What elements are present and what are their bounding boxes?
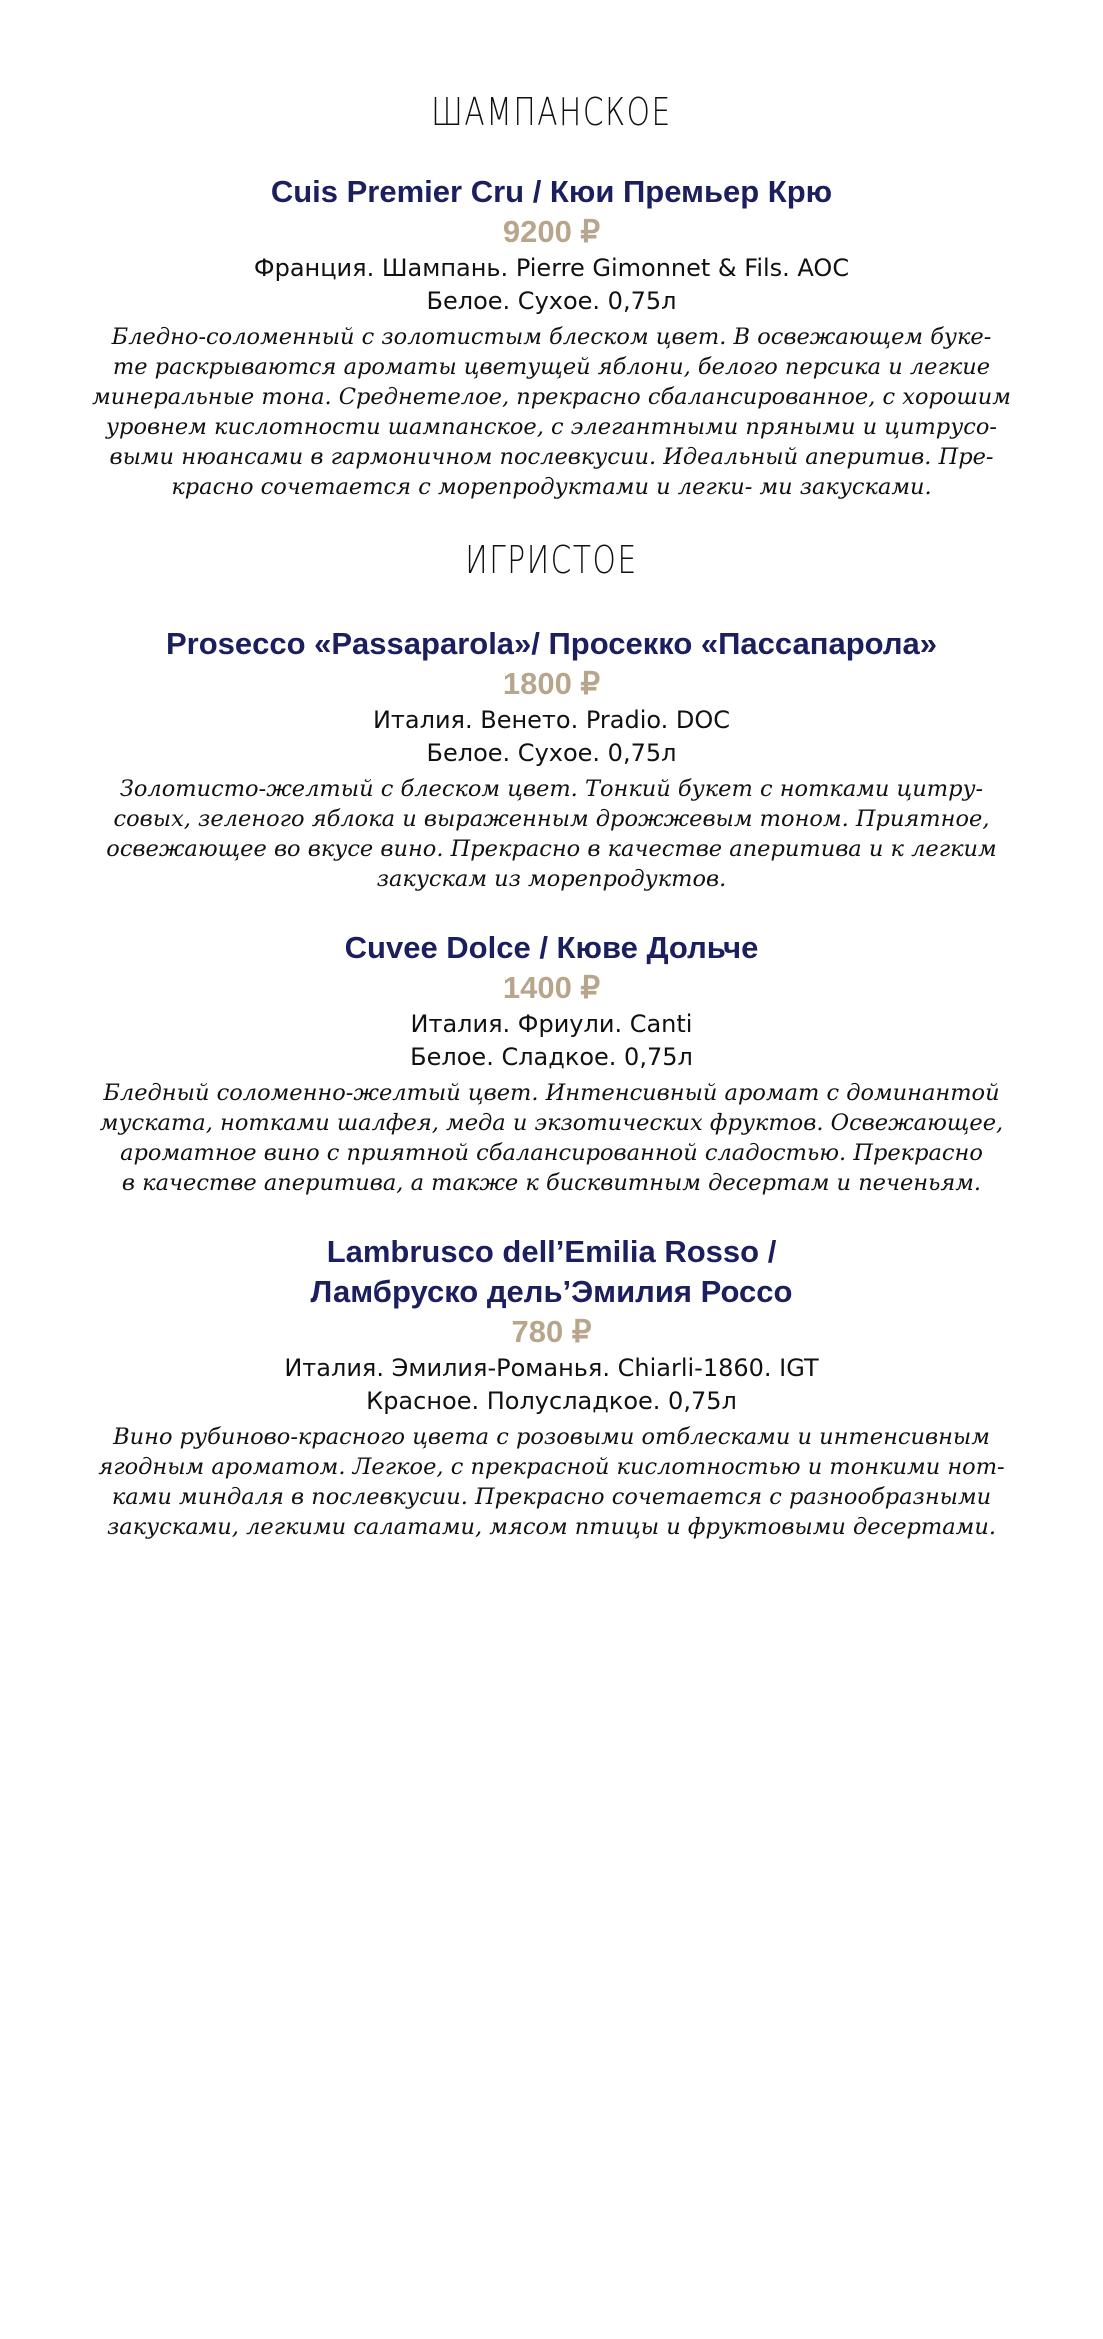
description-line: ароматное вино с приятной сбалансированной сладостью. Прекрасно — [120, 1140, 983, 1166]
wine-price: 9200 ₽ — [502, 214, 601, 249]
description-line: совых, зеленого яблока и выраженным дрожжевым тоном. Приятное, — [113, 806, 990, 832]
wine-type: Белое. Сладкое. 0,75л — [410, 1043, 693, 1071]
wine-item — [0, 172, 1103, 502]
description-line: в качестве аперитива, а также к бисквитным десертам и печеньям. — [121, 1170, 982, 1196]
wine-description — [92, 1078, 1012, 1198]
wine-name: Prosecco «Passaparola»/ Просекко «Пассапарола» — [165, 626, 938, 661]
wine-description — [92, 1422, 1012, 1542]
wine-price: 780 ₽ — [511, 1314, 592, 1349]
wine-price: 1400 ₽ — [502, 970, 601, 1005]
wine-name: Cuis Premier Cru / Кюи Премьер Крю — [270, 174, 833, 209]
description-line: муската, нотками шалфея, меда и экзотических фруктов. Освежающее, — [99, 1110, 1004, 1136]
wine-item — [0, 624, 1103, 894]
wine-type: Белое. Сухое. 0,75л — [426, 287, 677, 315]
description-line: Бледный соломенно-желтый цвет. Интенсивный аромат с доминантой — [103, 1080, 1000, 1106]
description-line: минеральные тона. Среднетелое, прекрасно сбалансированное, с хорошим — [92, 384, 1011, 410]
description-line: ягодным ароматом. Легкое, с прекрасной кислотностью и тонкими нот- — [98, 1454, 1005, 1480]
description-line: ками миндаля в послевкусии. Прекрасно сочетается с разнообразными — [111, 1484, 992, 1510]
description-line: уровнем кислотности шампанское, с элегантными пряными и цитрусо- — [105, 414, 998, 440]
description-line: те раскрываются ароматы цветущей яблони, белого персика и легкие — [112, 354, 991, 380]
description-line: закусками, легкими салатами, мясом птицы и фруктовыми десертами. — [107, 1514, 996, 1540]
wine-origin: Италия. Венето. Pradio. DOC — [372, 706, 731, 734]
wine-description — [92, 774, 1012, 894]
wine-origin: Италия. Фриули. Canti — [410, 1010, 693, 1038]
description-line: освежающее во вкусе вино. Прекрасно в качестве аперитива и к легким — [106, 836, 997, 862]
wine-item — [0, 928, 1103, 1198]
description-line: Золотисто-желтый с блеском цвет. Тонкий букет с нотками цитру- — [119, 776, 984, 802]
description-line: Бледно-соломенный с золотистым блеском цвет. В освежающем буке- — [111, 324, 992, 350]
wine-item — [0, 1232, 1103, 1542]
wine-name: Lambrusco dell’Emilia Rosso / — [326, 1234, 777, 1269]
wine-type: Красное. Полусладкое. 0,75л — [366, 1387, 737, 1415]
wine-name: Cuvee Dolce / Кюве Дольче — [344, 930, 759, 965]
description-line: красно сочетается с морепродуктами и легки- ми закусками. — [171, 474, 932, 500]
description-line: закускам из морепродуктов. — [376, 866, 727, 892]
section-sparkling — [0, 536, 1103, 1542]
description-line: Вино рубиново-красного цвета с розовыми отблесками и интенсивным — [113, 1424, 990, 1450]
wine-type: Белое. Сухое. 0,75л — [426, 739, 677, 767]
wine-price: 1800 ₽ — [502, 666, 601, 701]
description-line: выми нюансами в гармоничном послевкусии. Идеальный аперитив. Пре- — [109, 444, 994, 470]
wine-name: Ламбруско дель’Эмилия Россо — [310, 1274, 793, 1309]
section-title: ШАМПАНСКОЕ — [431, 90, 672, 134]
wine-origin: Италия. Эмилия-Романья. Chiarli-1860. IGT — [284, 1354, 819, 1382]
section-title: ИГРИСТОЕ — [465, 538, 638, 582]
wine-description — [92, 322, 1012, 502]
section-champagne — [0, 88, 1103, 502]
wine-origin: Франция. Шампань. Pierre Gimonnet & Fils. AOC — [253, 254, 850, 282]
